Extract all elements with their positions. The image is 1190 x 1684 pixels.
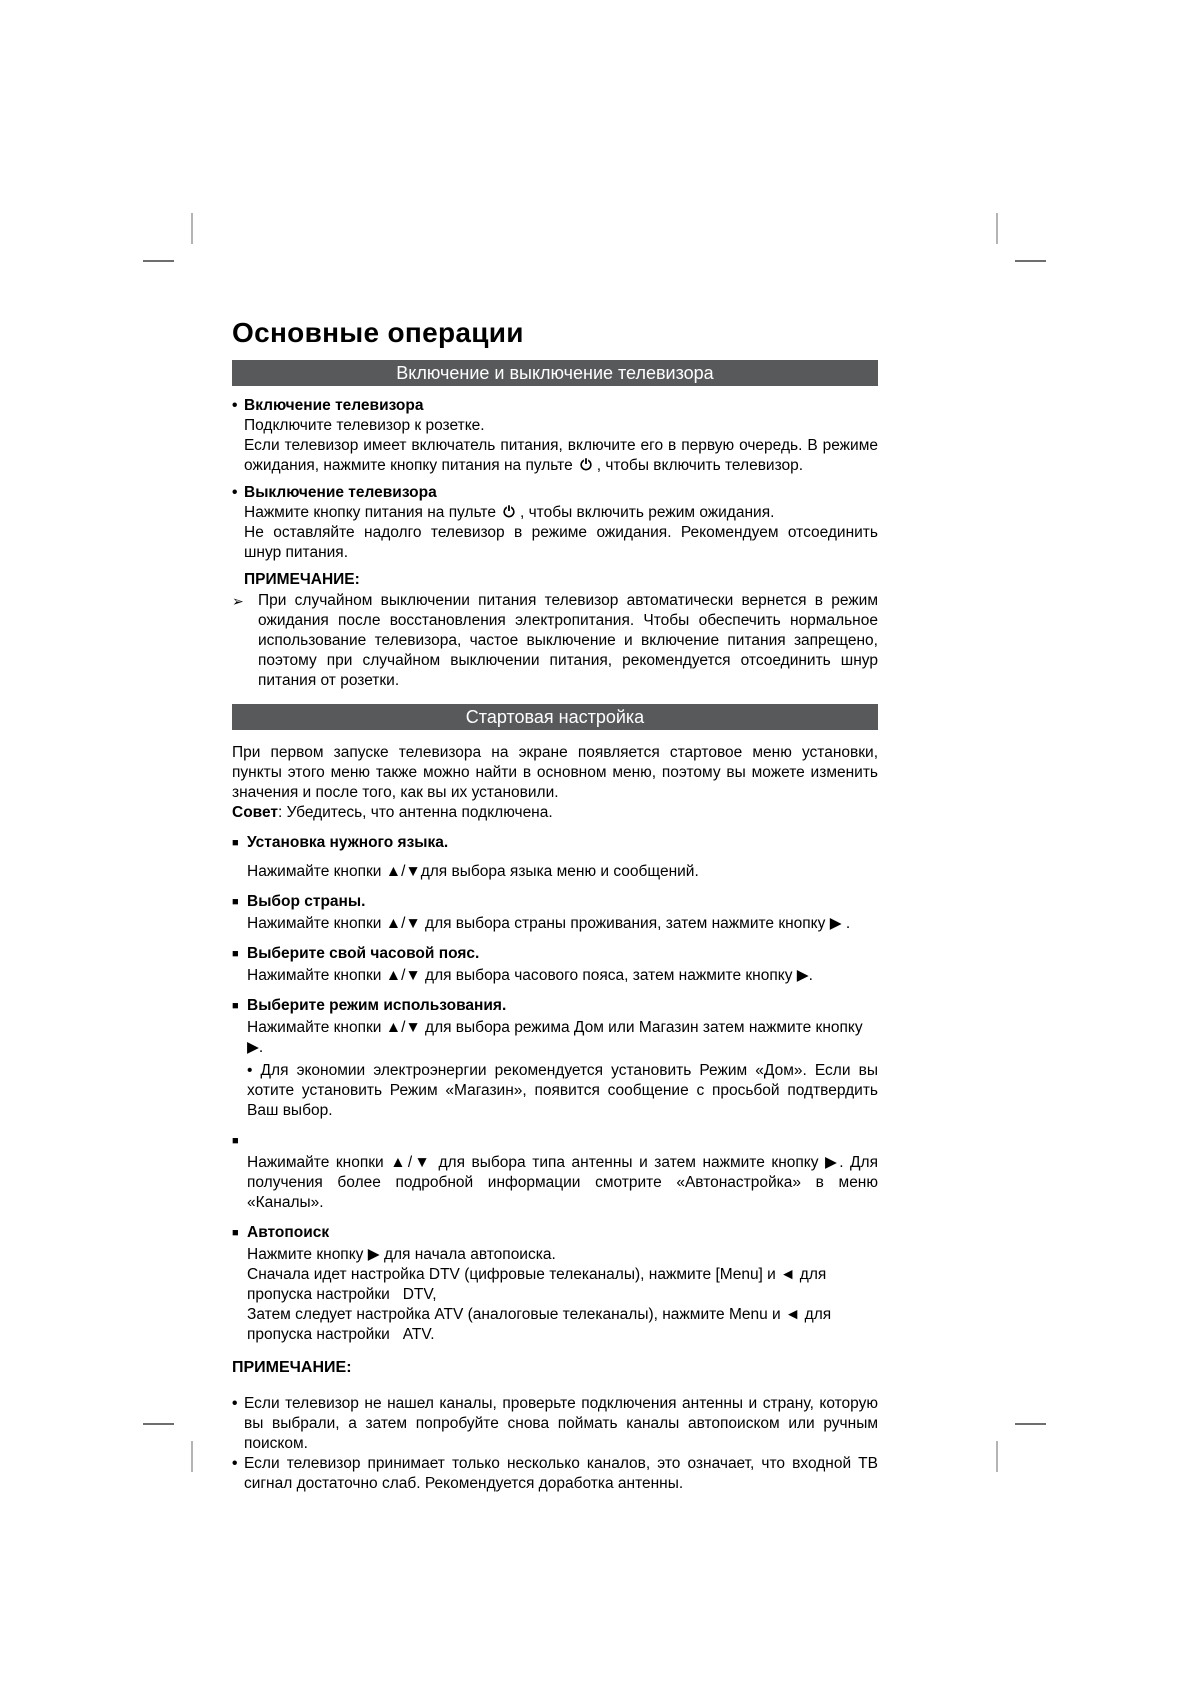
setup-item-heading-row <box>232 944 878 964</box>
setup-item-heading-row <box>232 1131 878 1151</box>
turn-off-heading-row <box>232 483 878 503</box>
page-content <box>232 318 878 1494</box>
setup-item-heading-row <box>232 892 878 912</box>
setup-item-line: Нажимайте кнопки ▲/▼ для выбора режима Дом или Магазин затем нажмите кнопку ▶. <box>247 1019 863 1056</box>
turn-on-line2 <box>244 436 878 476</box>
crop-mark-bottom-left-horizontal <box>143 1423 174 1425</box>
setup-intro: При первом запуске телевизора на экране появляется стартовое меню установки, пункты этого меню также можно найти в основном меню, поэтому вы можете изменить значения и после того, как вы их установили. <box>232 744 878 801</box>
setup-item-body <box>232 914 878 934</box>
setup-item-line: Нажмите кнопку ▶ для начала автопоиска. <box>247 1246 556 1263</box>
turn-off-line1 <box>244 503 878 523</box>
crop-mark-top-right-horizontal <box>1015 260 1046 262</box>
turn-on-line1: Подключите телевизор к розетке. <box>244 417 485 434</box>
setup-tip <box>232 803 878 823</box>
note-item <box>232 591 878 691</box>
crop-mark-bottom-right-vertical <box>996 1441 998 1472</box>
setup-item-line: Нажимайте кнопки ▲/▼ для выбора типа антенны и затем нажмите кнопку ▶. Для получения более подробной информации смотрите «Автонастройка» в меню «Каналы». <box>247 1154 878 1211</box>
setup-item-country <box>232 892 878 934</box>
setup-item-line: • Для экономии электроэнергии рекомендуется установить Режим «Дом». Если вы хотите установить Режим «Магазин», появится сообщение с просьбой подтвердить Ваш выбор. <box>247 1062 878 1119</box>
final-note-item <box>232 1454 878 1494</box>
crop-mark-top-left-vertical <box>191 213 193 244</box>
turn-off-body <box>232 503 878 563</box>
dot-bullet-icon: • <box>232 1455 238 1472</box>
turn-off-line1-after: , чтобы включить режим ожидания. <box>519 504 775 521</box>
final-note-text: Если телевизор принимает только несколько каналов, это означает, что входной ТВ сигнал достаточно слаб. Рекомендуется доработка антенны. <box>244 1455 878 1492</box>
setup-item-heading-row <box>232 996 878 1016</box>
turn-off-line2: Не оставляйте надолго телевизор в режиме ожидания. Рекомендуем отсоединить шнур питания. <box>244 524 878 561</box>
setup-item-heading: Установка нужного языка. <box>247 834 449 851</box>
setup-item-heading: Выберите свой часовой пояс. <box>247 945 480 962</box>
note-arrow-icon: ➢ <box>232 593 244 609</box>
square-bullet-icon: ■ <box>232 1000 239 1012</box>
turn-off-line1-before: Нажмите кнопку питания на пульте <box>244 504 496 521</box>
square-bullet-icon: ■ <box>232 896 239 908</box>
final-note-label: ПРИМЕЧАНИЕ: <box>232 1359 352 1376</box>
turn-on-heading: Включение телевизора <box>244 397 424 414</box>
power-icon <box>579 457 593 472</box>
page-title: Основные операции <box>232 317 524 348</box>
setup-item-body <box>232 1018 878 1121</box>
square-bullet-icon: ■ <box>232 1227 239 1239</box>
setup-item-usage-mode <box>232 996 878 1121</box>
setup-tip-label: Совет <box>232 804 278 821</box>
dot-bullet-icon: • <box>232 397 238 414</box>
section-header-power-on-off: Включение и выключение телевизора <box>232 360 878 386</box>
turn-on-line2-before: Если телевизор имеет включатель питания, включите его в первую очередь. В режиме ожидания, нажмите кнопку питания на пульте <box>244 437 878 474</box>
crop-mark-top-right-vertical <box>996 213 998 244</box>
turn-on-heading-row <box>232 396 878 416</box>
setup-item-line: Нажимайте кнопки ▲/▼для выбора языка меню и сообщений. <box>247 863 699 880</box>
square-bullet-icon: ■ <box>232 837 239 849</box>
section-header-first-setup: Стартовая настройка <box>232 704 878 730</box>
setup-item-heading: Выбор страны. <box>247 893 366 910</box>
setup-item-heading: Автопоиск <box>247 1224 330 1241</box>
setup-item-body <box>232 862 878 882</box>
setup-item-timezone <box>232 944 878 986</box>
turn-off-heading: Выключение телевизора <box>244 484 437 501</box>
crop-mark-bottom-right-horizontal <box>1015 1423 1046 1425</box>
crop-mark-bottom-left-vertical <box>191 1441 193 1472</box>
square-bullet-icon: ■ <box>232 1135 239 1147</box>
dot-bullet-icon: • <box>232 1395 238 1412</box>
turn-on-item <box>232 396 878 476</box>
note-text: При случайном выключении питания телевизор автоматически вернется в режим ожидания после восстановления электропитания. Чтобы обеспечить нормальное использование телевизора, частое выключение и включение питания запрещено, поэтому при случайном выключении питания, рекомендуется отсоединить шнур питания от розетки. <box>258 592 878 689</box>
final-note-text: Если телевизор не нашел каналы, проверьте подключения антенны и страну, которую вы выбрали, а затем попробуйте снова поймать каналы автопоиском или ручным поиском. <box>244 1395 878 1452</box>
setup-item-line: Затем следует настройка ATV (аналоговые телеканалы), нажмите Menu и ◄ для пропуска настройки ATV. <box>247 1306 832 1343</box>
turn-on-body <box>232 416 878 476</box>
setup-item-body <box>232 1153 878 1213</box>
setup-item-heading-row <box>232 1223 878 1243</box>
setup-item-language <box>232 833 878 882</box>
setup-item-antenna-type <box>232 1131 878 1213</box>
turn-off-item <box>232 483 878 563</box>
setup-item-auto-search <box>232 1223 878 1345</box>
setup-tip-text: : Убедитесь, что антенна подключена. <box>278 804 553 821</box>
final-note-item <box>232 1394 878 1454</box>
crop-mark-top-left-horizontal <box>143 260 174 262</box>
setup-item-heading-row <box>232 833 878 853</box>
setup-item-body <box>232 1245 878 1345</box>
note-label: ПРИМЕЧАНИЕ: <box>244 571 360 588</box>
power-icon <box>502 504 516 519</box>
dot-bullet-icon: • <box>232 484 238 501</box>
turn-on-line2-after: , чтобы включить телевизор. <box>596 457 804 474</box>
setup-item-heading: Выберите режим использования. <box>247 997 507 1014</box>
setup-item-line: Сначала идет настройка DTV (цифровые телеканалы), нажмите [Menu] и ◄ для пропуска настройки DTV, <box>247 1266 827 1303</box>
setup-item-line: Нажимайте кнопки ▲/▼ для выбора страны проживания, затем нажмите кнопку ▶ . <box>247 915 851 932</box>
square-bullet-icon: ■ <box>232 948 239 960</box>
setup-item-body <box>232 966 878 986</box>
setup-item-line: Нажимайте кнопки ▲/▼ для выбора часового пояса, затем нажмите кнопку ▶. <box>247 967 813 984</box>
